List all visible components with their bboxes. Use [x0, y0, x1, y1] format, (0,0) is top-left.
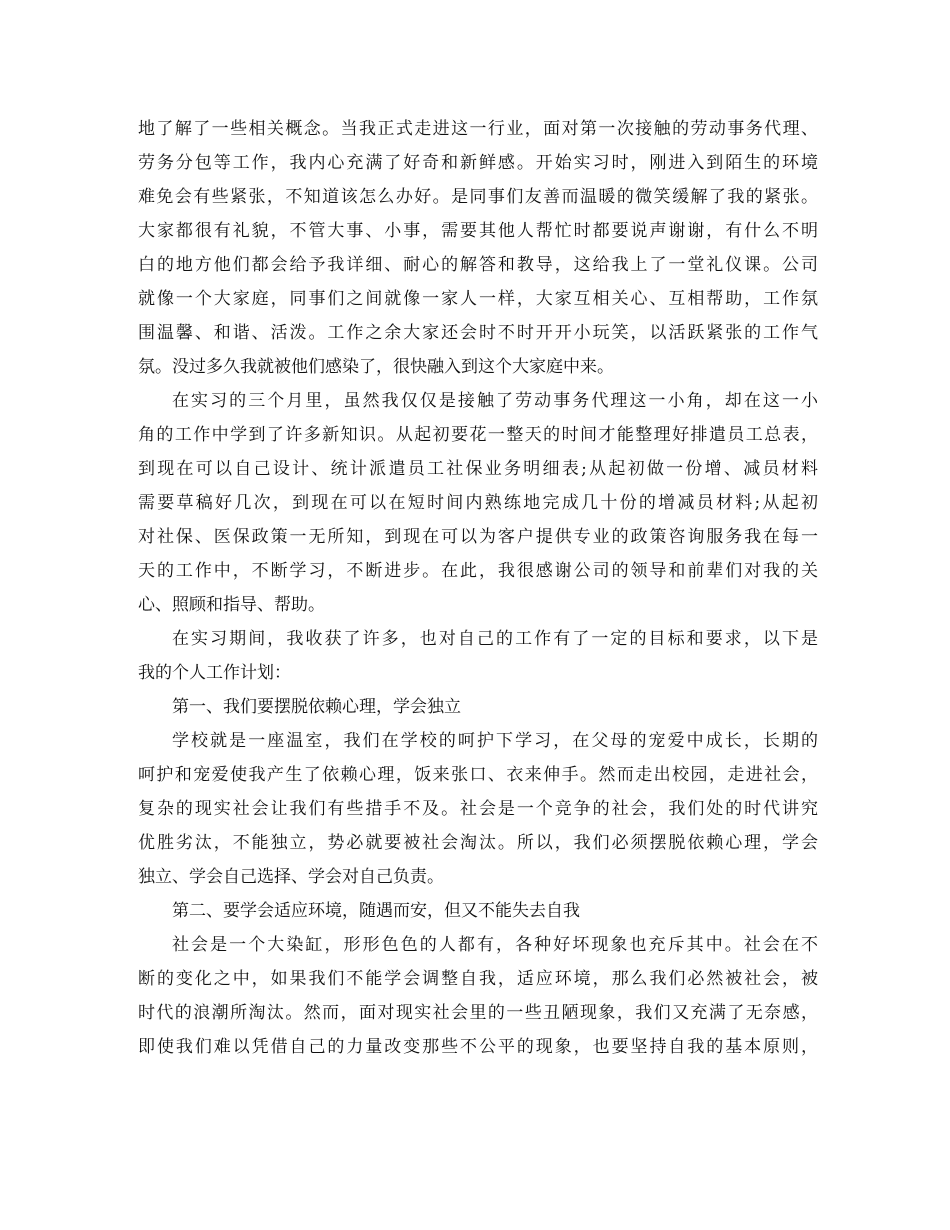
text-line: 第一、我们要摆脱依赖心理，学会独立 [172, 697, 461, 717]
text-line: 优胜劣汰，不能独立，势必就要被社会淘汰。所以，我们必须摆脱依赖心理，学会 [138, 833, 818, 853]
text-line: 心、照顾和指导、帮助。 [138, 595, 325, 615]
text-line: 学校就是一座温室，我们在学校的呵护下学习，在父母的宠爱中成长，长期的 [172, 731, 818, 751]
heading-first [138, 690, 818, 724]
paragraph-independence [138, 724, 818, 894]
text-line: 到现在可以自己设计、统计派遣员工社保业务明细表;从起初做一份增、减员材料 [138, 459, 818, 479]
text-line: 地了解了一些相关概念。当我正式走进这一行业，面对第一次接触的劳动事务代理、 [138, 119, 818, 139]
text-line: 社会是一个大染缸，形形色色的人都有，各种好坏现象也充斥其中。社会在不 [172, 935, 818, 955]
paragraph-plan-intro [138, 622, 818, 690]
text-line: 即使我们难以凭借自己的力量改变那些不公平的现象，也要坚持自我的基本原则， [138, 1037, 818, 1057]
text-line: 呵护和宠爱使我产生了依赖心理，饭来张口、衣来伸手。然而走出校园，走进社会， [138, 765, 818, 785]
text-line: 独立、学会自己选择、学会对自己负责。 [138, 867, 444, 887]
text-line: 白的地方他们都会给予我详细、耐心的解答和教导，这给我上了一堂礼仪课。公司 [138, 255, 818, 275]
paragraph-intro-continued [138, 112, 818, 384]
text-line: 时代的浪潮所淘汰。然而，面对现实社会里的一些丑陋现象，我们又充满了无奈感， [138, 1003, 818, 1023]
text-line: 对社保、医保政策一无所知，到现在可以为客户提供专业的政策咨询服务我在每一 [138, 527, 818, 547]
paragraph-internship-learning [138, 384, 818, 622]
text-line: 复杂的现实社会让我们有些措手不及。社会是一个竞争的社会，我们处的时代讲究 [138, 799, 818, 819]
text-line: 在实习期间，我收获了许多，也对自己的工作有了一定的目标和要求，以下是 [172, 629, 818, 649]
text-line: 需要草稿好几次，到现在可以在短时间内熟练地完成几十份的增减员材料;从起初 [138, 493, 818, 513]
text-line: 我的个人工作计划： [138, 663, 291, 683]
text-line: 天的工作中，不断学习，不断进步。在此，我很感谢公司的领导和前辈们对我的关 [138, 561, 818, 581]
text-line: 就像一个大家庭，同事们之间就像一家人一样，大家互相关心、互相帮助，工作氛 [138, 289, 818, 309]
document-page [138, 112, 818, 1064]
text-line: 大家都很有礼貌，不管大事、小事，需要其他人帮忙时都要说声谢谢，有什么不明 [138, 221, 818, 241]
text-line: 围温馨、和谐、活泼。工作之余大家还会时不时开开小玩笑，以活跃紧张的工作气 [138, 323, 818, 343]
text-line: 在实习的三个月里，虽然我仅仅是接触了劳动事务代理这一小角，却在这一小 [172, 391, 818, 411]
text-line: 劳务分包等工作，我内心充满了好奇和新鲜感。开始实习时，刚进入到陌生的环境 [138, 153, 818, 173]
paragraph-adaptation [138, 928, 818, 1064]
text-line: 角的工作中学到了许多新知识。从起初要花一整天的时间才能整理好排遣员工总表， [138, 425, 818, 445]
text-line: 第二、要学会适应环境，随遇而安，但又不能失去自我 [172, 901, 580, 921]
text-line: 难免会有些紧张，不知道该怎么办好。是同事们友善而温暖的微笑缓解了我的紧张。 [138, 187, 818, 207]
text-line: 氛。没过多久我就被他们感染了，很快融入到这个大家庭中来。 [138, 357, 614, 377]
heading-second [138, 894, 818, 928]
text-line: 断的变化之中，如果我们不能学会调整自我，适应环境，那么我们必然被社会，被 [138, 969, 818, 989]
